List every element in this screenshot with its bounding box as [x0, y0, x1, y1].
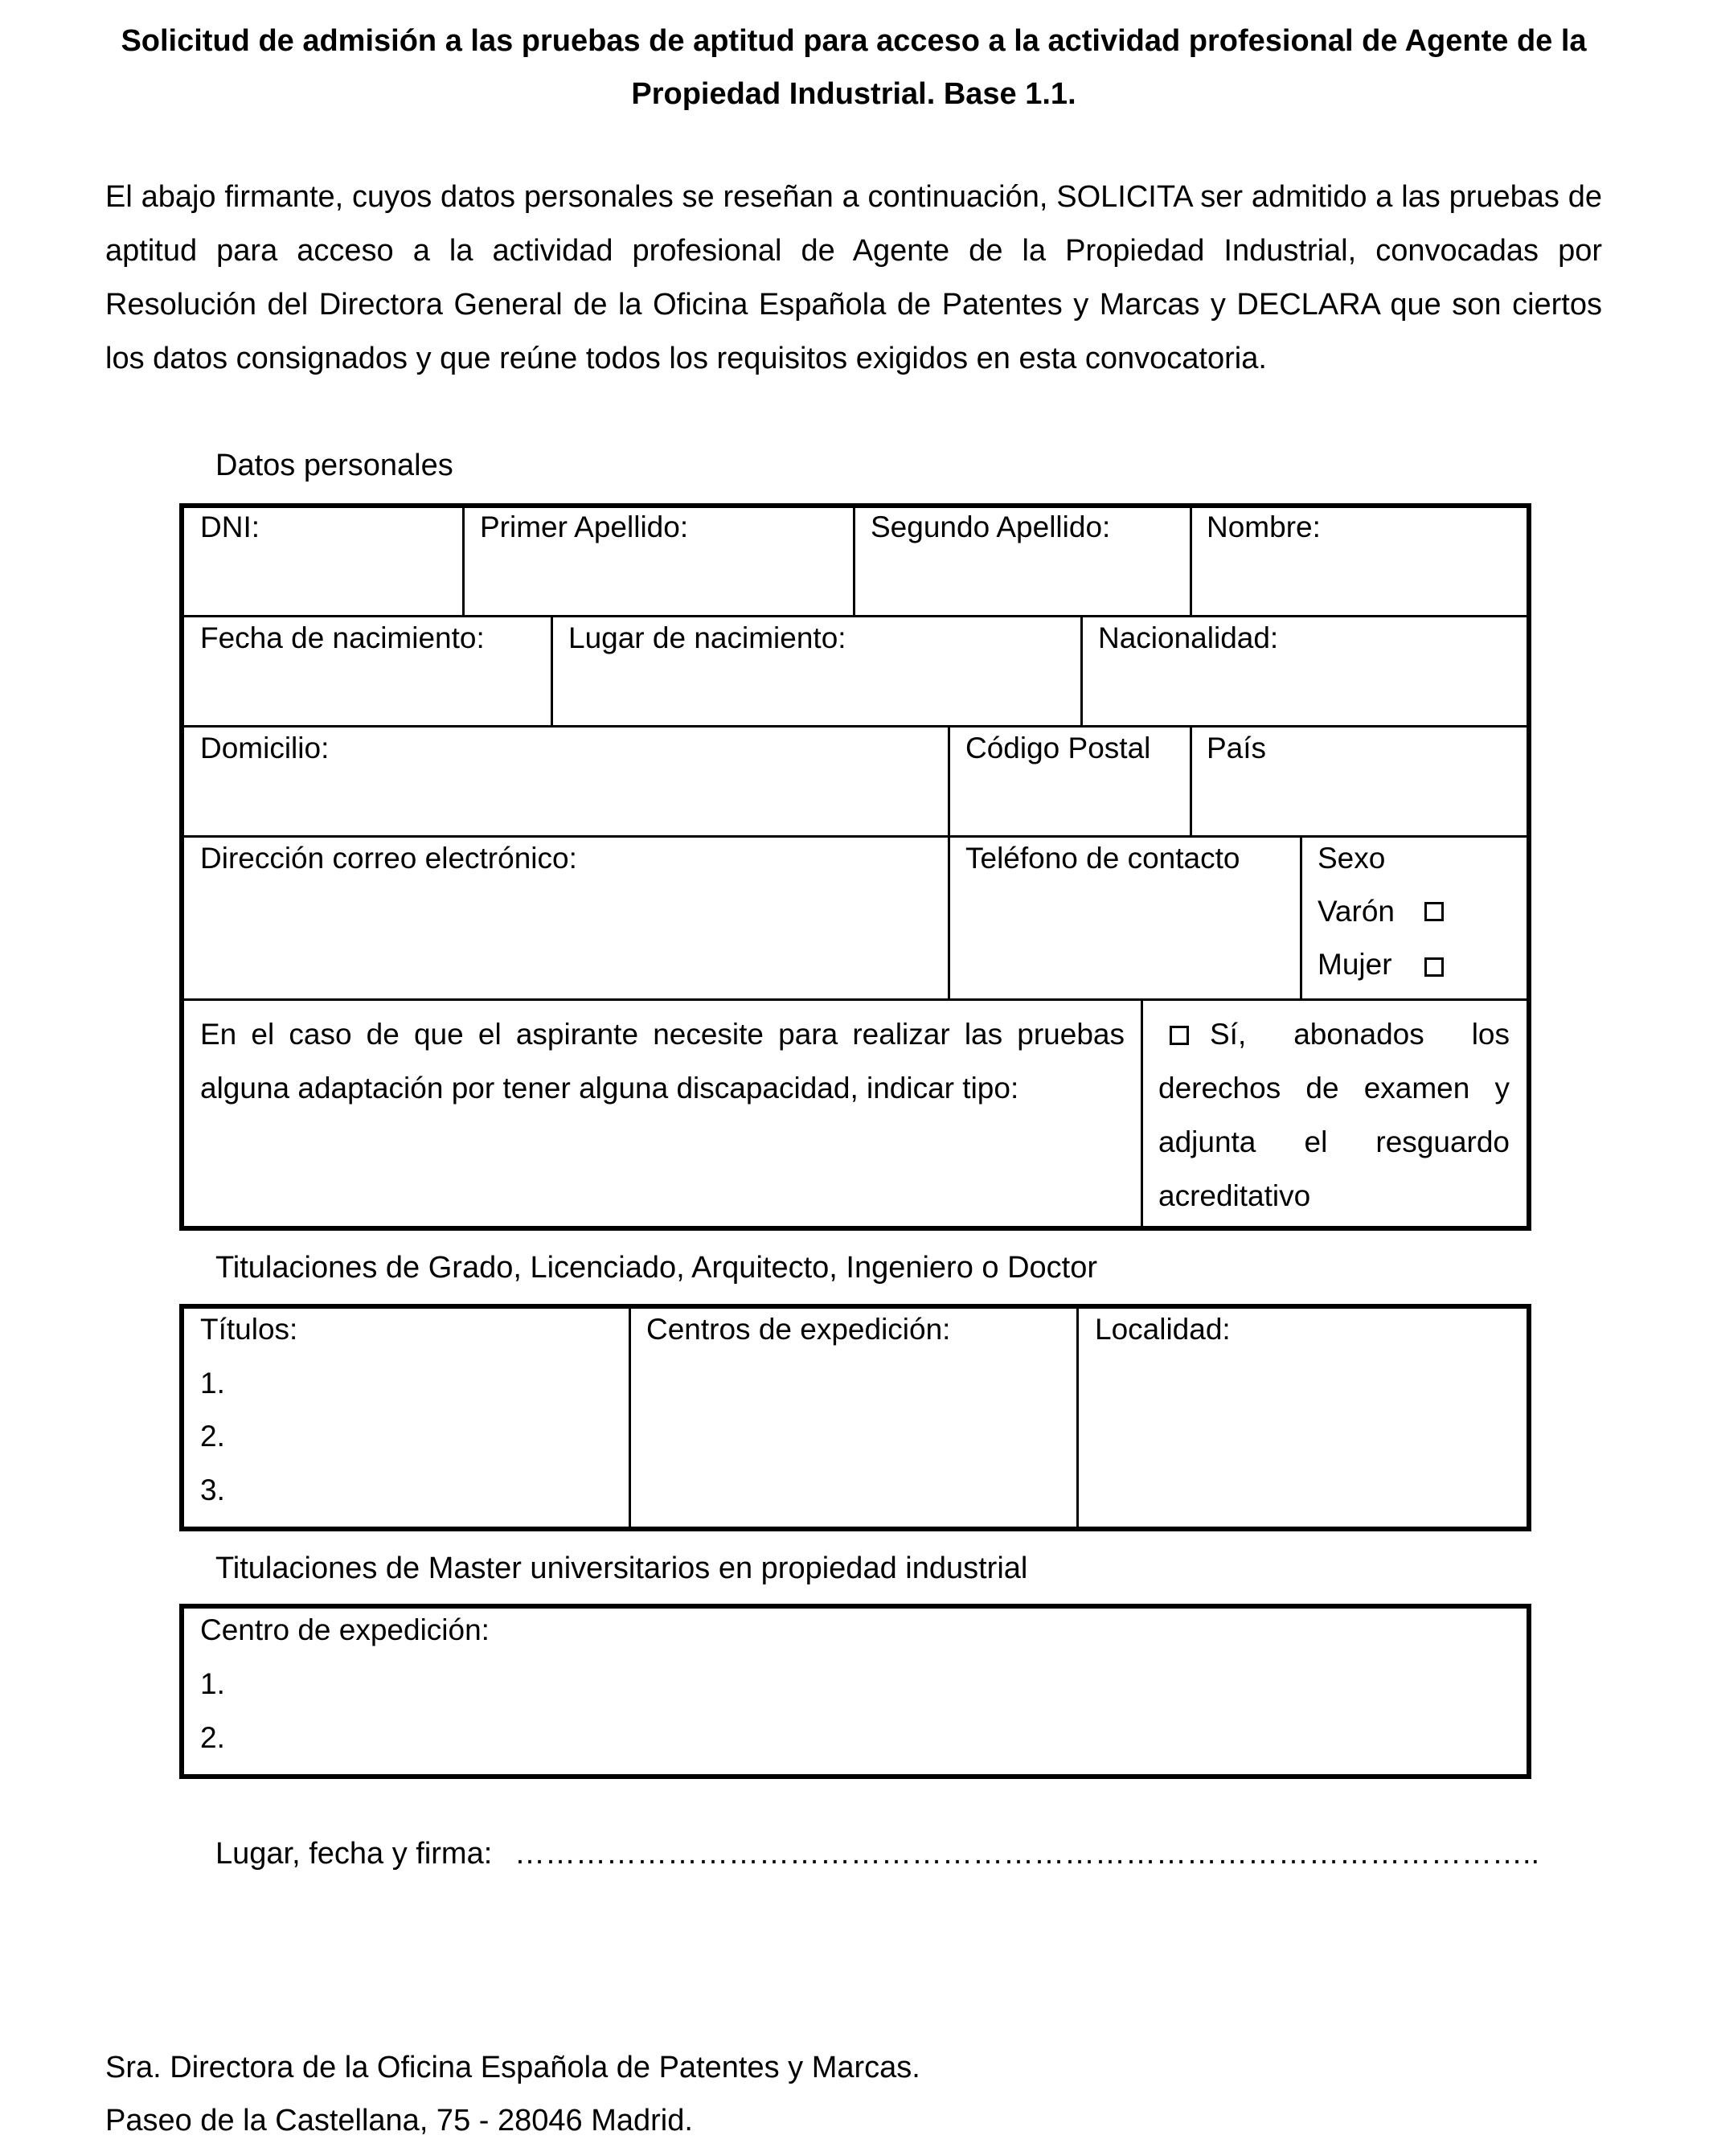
varon-checkbox[interactable] [1424, 902, 1444, 921]
primer-apellido-field[interactable]: Primer Apellido: [480, 510, 689, 543]
recipient-line: Sra. Directora de la Oficina Española de Patentes y Marcas. [105, 2051, 920, 2084]
section-heading-master: Titulaciones de Master universitarios en propiedad industrial [215, 1551, 1028, 1585]
telefono-field[interactable]: Teléfono de contacto [965, 842, 1240, 875]
derechos-text: Sí, abonados los derechos de examen y adjunta el resguardo acreditativo [1158, 1018, 1510, 1212]
intro-paragraph: El abajo firmante, cuyos datos personales se reseñan a continuación, SOLICITA ser admitido a las pruebas de aptitud para acceso a la actividad profesional de Agente de la Propiedad Industrial, convocadas por Resolución del Directora General de la Oficina Española de Patentes y Marcas y DECLARA que son ciertos los datos consignados y que reúne todos los requisitos exigidos en esta convocatoria. [105, 180, 1602, 375]
dni-field[interactable]: DNI: [200, 510, 260, 543]
segundo-apellido-field[interactable]: Segundo Apellido: [871, 510, 1111, 543]
master-item-2[interactable]: 2. [200, 1721, 225, 1754]
firma-label: Lugar, fecha y firma: [215, 1837, 493, 1871]
localidad-field[interactable]: Localidad: [1095, 1313, 1231, 1346]
section-heading-personal: Datos personales [215, 449, 453, 482]
codigo-postal-field[interactable]: Código Postal [965, 732, 1151, 764]
titulo-item-2[interactable]: 2. [200, 1420, 225, 1453]
form-title: Solicitud de admisión a las pruebas de aptitud para acceso a la actividad profesional de Agente de la Propiedad Industrial. Base 1.1. [121, 24, 1587, 111]
titulo-item-3[interactable]: 3. [200, 1474, 225, 1506]
master-item-1[interactable]: 1. [200, 1667, 225, 1700]
domicilio-field[interactable]: Domicilio: [200, 732, 330, 764]
titulo-item-1[interactable]: 1. [200, 1367, 225, 1400]
nacionalidad-field[interactable]: Nacionalidad: [1098, 621, 1279, 654]
mujer-label: Mujer [1318, 948, 1392, 981]
titulos-label: Títulos: [200, 1313, 298, 1346]
email-field[interactable]: Dirección correo electrónico: [200, 842, 577, 875]
mujer-checkbox[interactable] [1424, 957, 1444, 977]
discapacidad-field[interactable]: En el caso de que el aspirante necesite para realizar las pruebas alguna adaptación por tener alguna discapacidad, indicar tipo: [200, 1018, 1125, 1105]
nombre-field[interactable]: Nombre: [1207, 510, 1321, 543]
sexo-label: Sexo [1318, 842, 1386, 875]
firma-line[interactable]: ……………………………………………………………………………………….. [514, 1837, 1540, 1871]
pais-field[interactable]: País [1207, 732, 1267, 764]
lugar-nacimiento-field[interactable]: Lugar de nacimiento: [568, 621, 846, 654]
varon-label: Varón [1318, 895, 1395, 928]
centros-expedicion-field[interactable]: Centros de expedición: [646, 1313, 951, 1346]
fecha-nacimiento-field[interactable]: Fecha de nacimiento: [200, 621, 485, 654]
master-centro-label: Centro de expedición: [200, 1613, 490, 1646]
section-heading-grado: Titulaciones de Grado, Licenciado, Arquitecto, Ingeniero o Doctor [215, 1251, 1098, 1285]
address-line: Paseo de la Castellana, 75 - 28046 Madrid. [105, 2104, 693, 2138]
